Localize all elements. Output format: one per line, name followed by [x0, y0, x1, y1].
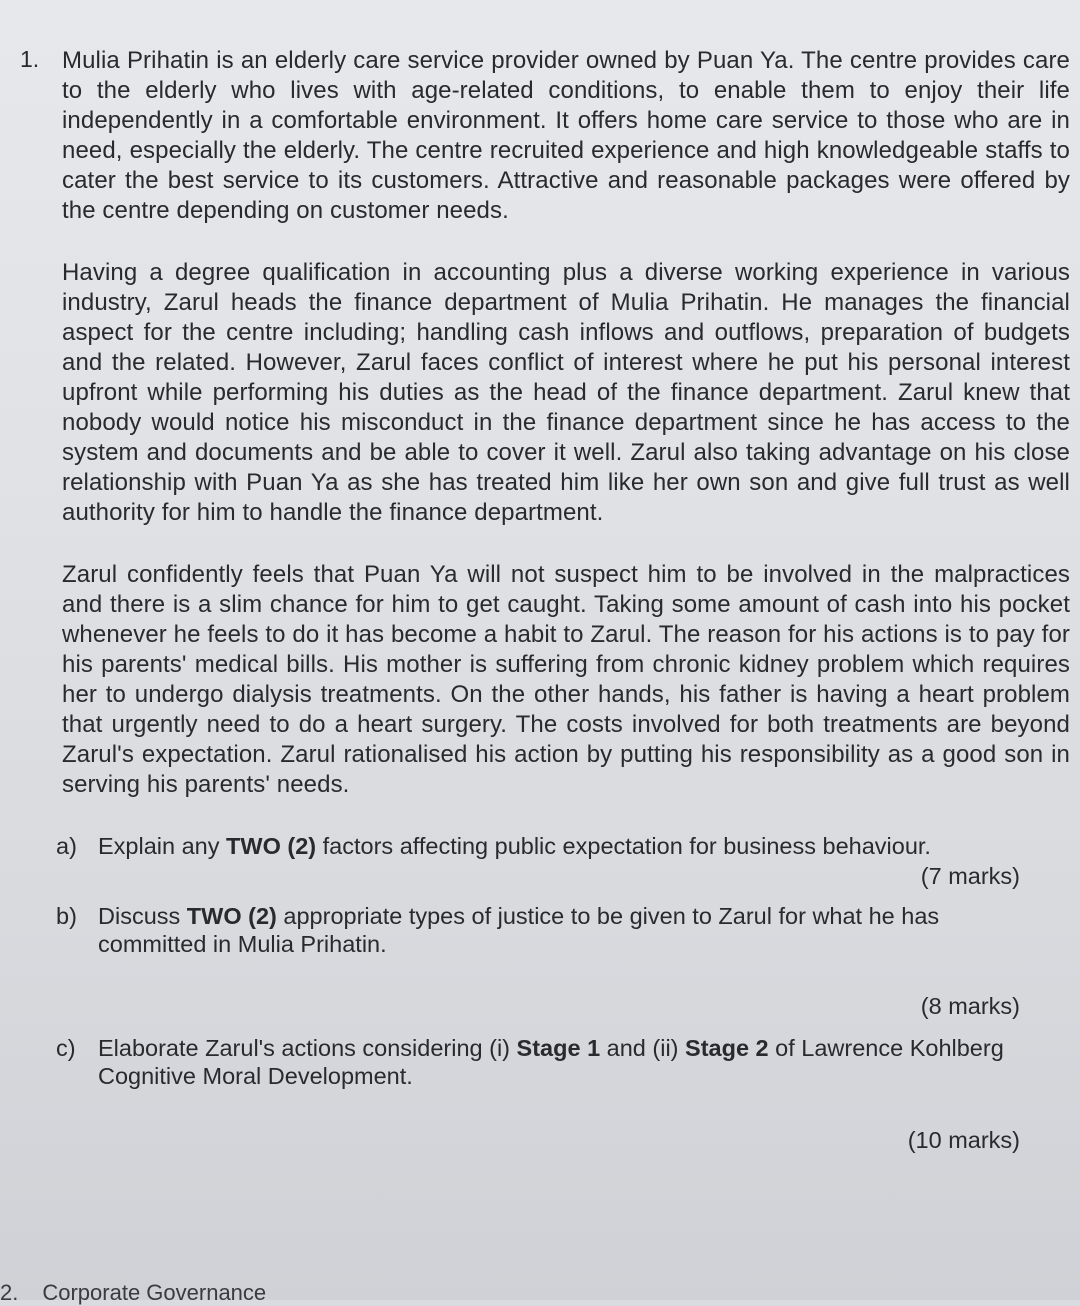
- subquestion-letter: c): [56, 1035, 76, 1061]
- subquestion-text: Elaborate Zarul's actions considering (i) Stage 1 and (ii) Stage 2 of Lawrence Kohlberg Cognitive Moral Development.: [98, 1035, 1004, 1089]
- marks-label: (7 marks): [920, 863, 1020, 889]
- case-paragraph-1: Mulia Prihatin is an elderly care service provider owned by Puan Ya. The centre provides care to the elderly who lives with age-related conditions, to enable them to enjoy their life independently in a comfortable environment. It offers home care service to those who are in need, especially the elderly. The centre recruited experience and high knowledgeable staffs to cater the best service to its customers. Attractive and reasonable packages were offered by the centre depending on customer needs.: [62, 47, 1070, 224]
- marks-label: (8 marks): [920, 993, 1020, 1019]
- subquestion-a: [56, 832, 1020, 890]
- subquestion-letter: b): [56, 903, 77, 929]
- next-question-heading: [0, 1280, 266, 1306]
- subquestion-c: [56, 1034, 1020, 1154]
- question-number: 1.: [20, 46, 40, 72]
- subquestion-text: Discuss TWO (2) appropriate types of justice to be given to Zarul for what he has committed in Mulia Prihatin.: [98, 903, 940, 957]
- case-paragraph-3: Zarul confidently feels that Puan Ya will not suspect him to be involved in the malpractices and there is a slim chance for him to get caught. Taking some amount of cash into his pocket whenever he feels to do it has become a habit to Zarul. The reason for his actions is to pay for his parents' medical bills. His mother is suffering from chronic kidney problem which requires her to undergo dialysis treatments. On the other hands, his father is having a heart problem that urgently need to do a heart surgery. The costs involved for both treatments are beyond Zarul's expectation. Zarul rationalised his action by putting his responsibility as a good son in serving his parents' needs.: [62, 561, 1070, 798]
- next-question-title: Corporate Governance: [42, 1280, 267, 1305]
- case-paragraph-2: Having a degree qualification in accounting plus a diverse working experience in various industry, Zarul heads the finance department of Mulia Prihatin. He manages the financial aspect for the centre including; handling cash inflows and outflows, preparation of budgets and the related. However, Zarul faces conflict of interest where he put his personal interest upfront while performing his duties as the head of the finance department. Zarul knew that nobody would notice his misconduct in the finance department since he has access to the system and documents and be able to cover it well. Zarul also taking advantage on his close relationship with Puan Ya as she has treated him like her own son and give full trust as well authority for him to handle the finance department.: [62, 259, 1070, 526]
- emphasis: TWO (2): [186, 903, 277, 929]
- subquestion-b: [56, 902, 1020, 1020]
- emphasis: Stage 2: [685, 1035, 769, 1061]
- subquestion-text: Explain any TWO (2) factors affecting public expectation for business behaviour.: [98, 833, 931, 859]
- next-question-number: 2.: [0, 1280, 19, 1305]
- subquestion-letter: a): [56, 833, 77, 859]
- emphasis: TWO (2): [226, 833, 317, 859]
- marks-label: (10 marks): [907, 1127, 1020, 1153]
- emphasis: Stage 1: [516, 1035, 601, 1061]
